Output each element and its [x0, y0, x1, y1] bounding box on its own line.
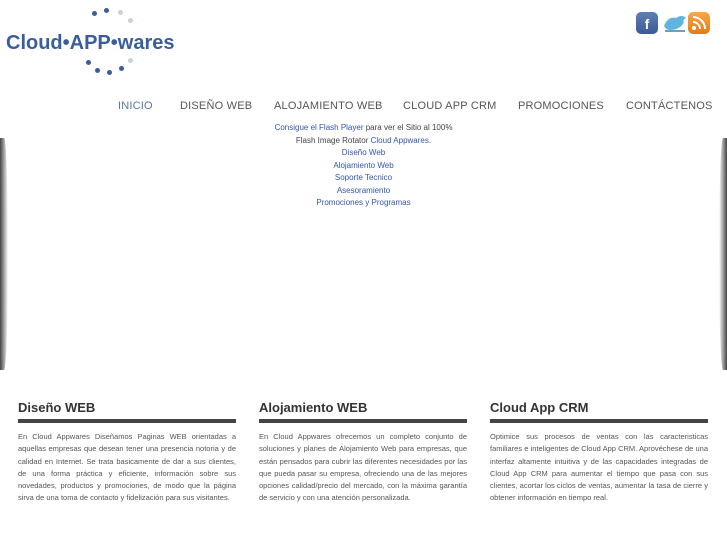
- column-alojamiento: [259, 400, 467, 505]
- banner-link-alojamiento[interactable]: Alojamiento Web: [333, 160, 394, 170]
- banner-link-soporte[interactable]: Soporte Tecnico: [334, 173, 393, 182]
- nav-alojamiento-web[interactable]: ALOJAMIENTO WEB: [274, 100, 383, 112]
- nav-inicio[interactable]: INICIO: [118, 100, 153, 112]
- flash-fallback: [0, 122, 727, 210]
- rotator-link[interactable]: Cloud Appwares.: [370, 135, 432, 145]
- get-flash-suffix: para ver el Sitio al 100%: [363, 123, 453, 132]
- column-text: En Cloud Appwares Diseñamos Paginas WEB orientadas a aquellas empresas que desean tener una presencia notoria y de calidad en Internet. Se trata basicamente de dar a sus clientes, de una forma práctica y eficiente, información sobre sus novedades, productos y promociones, de modo que la página sirva de una toma de contacto y fidelización para sus visitantes.: [18, 432, 236, 503]
- logo-dot: [128, 58, 133, 63]
- logo-dot: [104, 8, 109, 13]
- rotator-label: Flash Image Rotator: [295, 135, 369, 145]
- get-flash-link[interactable]: Consigue el Flash Player: [274, 123, 364, 132]
- flash-banner: [0, 118, 727, 380]
- column-text: Optimice sus procesos de ventas con las caracteristicas familiares e inteligentes de Cloud App CRM. Aprovéchese de una interfaz altamente intuitiva y de las capacidades integradas de Cloud App CRM para aumentar el tiempo que pasa con sus clientes, acortar los ciclos de ventas, aumentar la tasa de cierre y obtener información en tiempo real.: [490, 432, 708, 503]
- column-diseno: [18, 400, 236, 505]
- logo-dot: [128, 18, 133, 23]
- column-title: Alojamiento WEB: [259, 400, 467, 423]
- logo-dot: [119, 66, 124, 71]
- column-title: Cloud App CRM: [490, 400, 708, 423]
- logo-dot: [95, 68, 100, 73]
- rss-icon[interactable]: [688, 12, 710, 34]
- logo-dot: [92, 11, 97, 16]
- nav-promociones[interactable]: PROMOCIONES: [518, 100, 604, 112]
- logo-text: Cloud•APP•wares: [6, 32, 175, 54]
- column-text: En Cloud Appwares ofrecemos un completo conjunto de soluciones y planes de Alojamiento Web para empresas, que están pensados para cubrir las diferentes necesidades por las que pueda pasar su empresa, ofreciendo una de las mejores opciones calidad/precio del mercado, con la máxima garantía de servicio y con una atención personalizada.: [259, 432, 467, 503]
- logo-dot: [118, 10, 123, 15]
- banner-link-diseno[interactable]: Diseño Web: [341, 148, 386, 157]
- twitter-icon[interactable]: [662, 12, 684, 34]
- nav-cloud-app-crm[interactable]: CLOUD APP CRM: [403, 100, 497, 112]
- nav-contactenos[interactable]: CONTÁCTENOS: [626, 100, 713, 112]
- logo-dot: [86, 60, 91, 65]
- social-links: [636, 12, 710, 34]
- facebook-icon[interactable]: f: [636, 12, 658, 34]
- logo-dot: [107, 70, 112, 75]
- column-crm: [490, 400, 708, 505]
- column-title: Diseño WEB: [18, 400, 236, 423]
- site-logo[interactable]: [6, 8, 216, 80]
- banner-link-promociones[interactable]: Promociones y Programas: [316, 198, 411, 207]
- main-nav: [0, 100, 727, 116]
- nav-diseno-web[interactable]: DISEÑO WEB: [180, 100, 253, 112]
- banner-link-asesoramiento[interactable]: Asesoramiento: [336, 185, 391, 195]
